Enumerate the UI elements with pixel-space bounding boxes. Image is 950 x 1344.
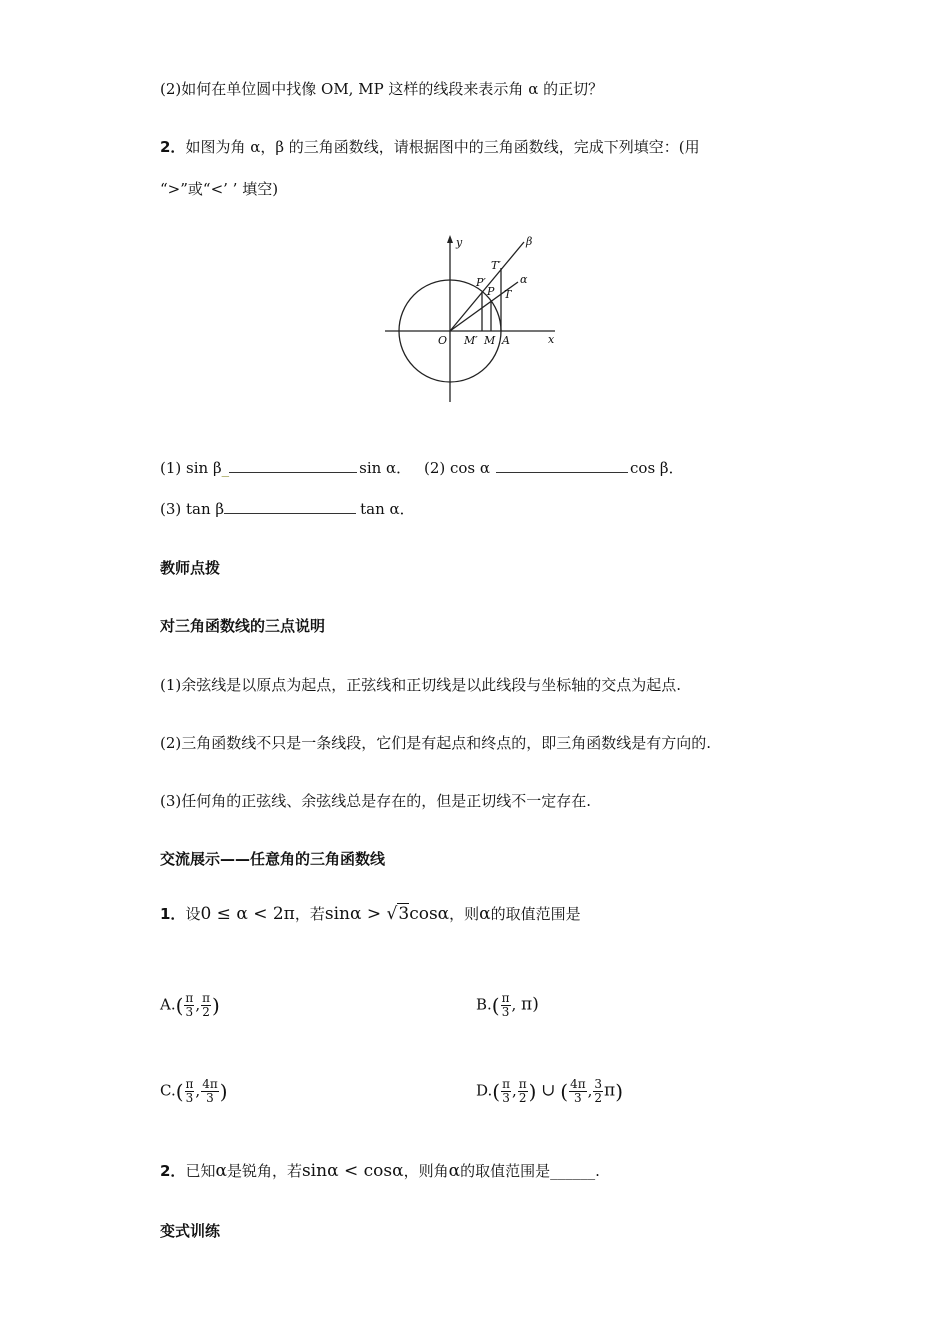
point-2: (2)三角函数线不只是一条线段，它们是有起点和终点的，即三角函数线是有方向的.	[160, 734, 712, 752]
point-3: (3)任何角的正弦线、余弦线总是存在的，但是正切线不一定存在.	[160, 792, 592, 810]
fill-line-2: (3) tan β tan α．	[160, 500, 415, 518]
y-label: y	[456, 236, 463, 249]
question-2-line1	[160, 136, 700, 157]
question-number: 2．	[160, 138, 186, 156]
math-inequality-2: sinα < cosα	[301, 1161, 404, 1181]
section-heading-teacher: 教师点拨	[160, 559, 221, 577]
a-label: A	[502, 334, 510, 347]
answer-blank-1[interactable]	[229, 457, 357, 473]
math-range: 0 ≤ α < 2π	[200, 904, 295, 924]
p-label: P	[487, 285, 495, 298]
fill-line-1: (1) sin β_ sin α． (2) cos α cos β．	[160, 459, 684, 477]
x-label: x	[548, 333, 555, 346]
answer-blank-2[interactable]	[496, 457, 628, 473]
exchange-question-1: 1．设0 ≤ α < 2π，若sinα > √3cosα，则α的取值范围是	[160, 904, 581, 924]
m-label: M	[484, 334, 496, 347]
section-heading-exchange: 交流展示——任意角的三角函数线	[160, 850, 386, 868]
subheading-three-points: 对三角函数线的三点说明	[160, 617, 326, 635]
blank-mark: _	[221, 459, 230, 477]
m-prime-label: M′	[464, 334, 478, 347]
question-text: 如图为角 α，β 的三角函数线，请根据图中的三角函数线，完成下列填空：(用	[185, 138, 700, 156]
option-c[interactable]: C.( $\frac{\pi}{3}$ , $\frac{4\pi}{3}$ )	[160, 1077, 228, 1105]
point-1: (1)余弦线是以原点为起点，正弦线和正切线是以此线段与坐标轴的交点为起点.	[160, 676, 682, 694]
alpha-label: α	[520, 273, 528, 286]
option-b[interactable]: B.( $\frac{\pi}{3}$ , π)	[476, 991, 539, 1019]
math-inequality: sinα > √3cosα	[324, 904, 450, 924]
p-prime-label: P′	[476, 276, 486, 289]
question-2-line2: “>”或“<’ ’ 填空)	[160, 180, 279, 198]
option-a[interactable]: A.( $\frac{\pi}{3}$ , $\frac{\pi}{2}$ )	[160, 991, 220, 1019]
section-heading-variant: 变式训练	[160, 1222, 221, 1240]
answer-blank-4[interactable]: ______	[550, 1162, 596, 1180]
exchange-question-2: 2．已知α是锐角，若sinα < cosα，则角α的取值范围是______.	[160, 1161, 600, 1181]
option-d[interactable]: D.( $\frac{\pi}{3}$ , $\frac{\pi}{2}$ ) ∪ ( $\frac{4\pi}{3}$ , $\frac{3}{2}$ π)	[476, 1077, 624, 1105]
answer-blank-3[interactable]	[224, 498, 356, 514]
origin-label: O	[438, 334, 448, 347]
trig-lines-figure	[380, 230, 580, 410]
beta-label: β	[526, 235, 533, 248]
t-prime-label: T′	[491, 259, 501, 272]
t-label: T	[504, 288, 512, 301]
previous-question: (2)如何在单位圆中找像 OM, MP 这样的线段来表示角 α 的正切？	[160, 80, 604, 98]
